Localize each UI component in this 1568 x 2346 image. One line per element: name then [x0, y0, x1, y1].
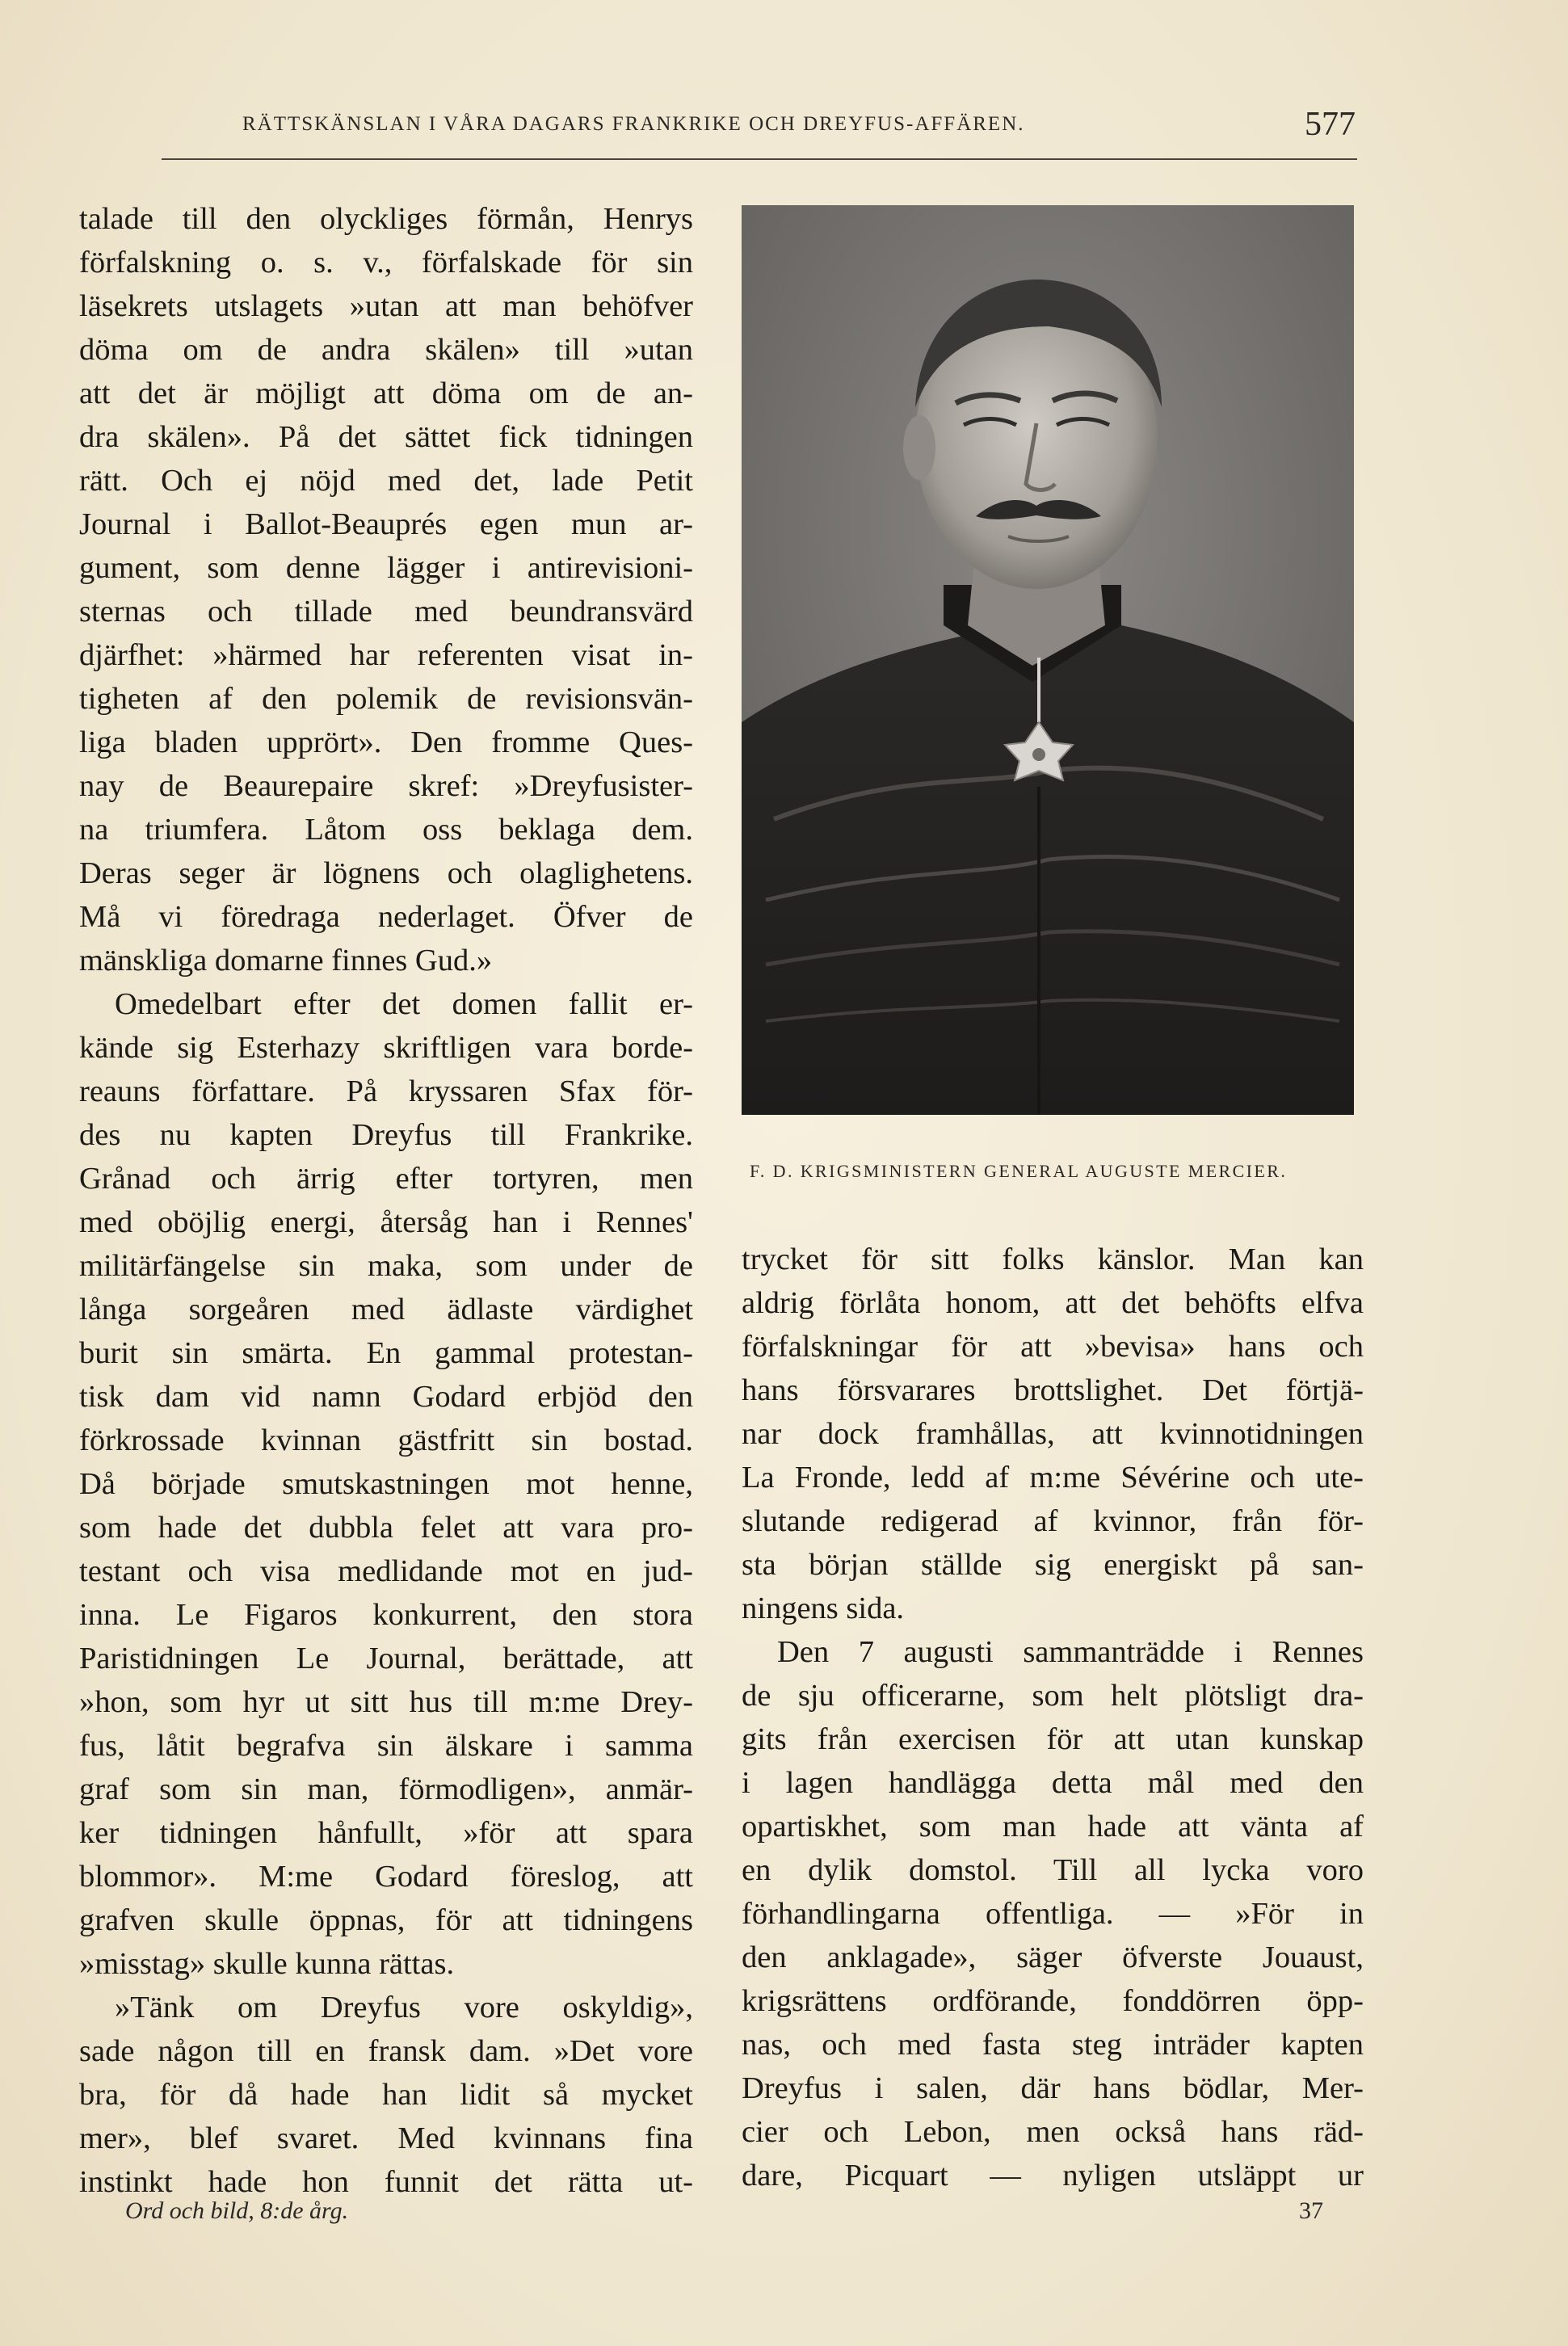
text-line: förfalskningar för att »bevisa» hans och [742, 1330, 1364, 1364]
text-line: att det är möjligt att döma om de an- [79, 376, 693, 410]
text-line: tigheten af den polemik de revisionsvän- [79, 682, 693, 716]
text-line: den anklagade», säger öfverste Jouaust, [742, 1940, 1364, 1974]
text-line: Då började smutskastningen mot henne, [79, 1467, 693, 1501]
text-line: dra skälen». På det sättet fick tidningen [79, 420, 693, 454]
text-line: med oböjlig energi, återsåg han i Rennes' [79, 1205, 693, 1239]
text-line: »misstag» skulle kunna rättas. [79, 1947, 455, 1981]
text-line: grafven skulle öppnas, för att tidningens [79, 1903, 693, 1937]
text-line: döma om de andra skälen» till »utan [79, 333, 693, 367]
photo-caption: F. D. KRIGSMINISTERN GENERAL AUGUSTE MERCIER. [750, 1161, 1288, 1181]
text-line: förkrossade kvinnan gästfritt sin bostad. [79, 1423, 693, 1457]
text-line: graf som sin man, förmodligen», anmär- [79, 1772, 693, 1806]
text-line: bra, för då hade han lidit så mycket [79, 2078, 693, 2112]
text-line: Dreyfus i salen, där hans bödlar, Mer- [742, 2071, 1364, 2105]
text-line: Paristidningen Le Journal, berättade, att [79, 1642, 693, 1675]
text-line: trycket för sitt folks känslor. Man kan [742, 1242, 1364, 1276]
right-column [742, 1238, 1364, 2197]
text-line: ningens sida. [742, 1591, 905, 1625]
signature-mark: 37 [1299, 2197, 1323, 2224]
text-line: gits från exercisen för att utan kunskap [742, 1722, 1364, 1756]
text-line: nar dock framhållas, att kvinnotidningen [742, 1417, 1364, 1451]
text-line: sta början ställde sig energiskt på san- [742, 1548, 1364, 1582]
text-line: des nu kapten Dreyfus till Frankrike. [79, 1118, 693, 1152]
text-line: djärfhet: »härmed har referenten visat in- [79, 638, 693, 672]
text-line: sternas och tillade med beundransvärd [79, 595, 693, 629]
header-rule [162, 158, 1357, 160]
text-line: långa sorgeåren med ädlaste värdighet [79, 1293, 693, 1326]
text-line: förfalskning o. s. v., förfalskade för sin [79, 246, 693, 280]
portrait-illustration [742, 205, 1354, 1115]
text-line: Journal i Ballot-Beauprés egen mun ar- [79, 507, 693, 541]
running-title: RÄTTSKÄNSLAN I VÅRA DAGARS FRANKRIKE OCH DREYFUS-AFFÄREN. [242, 113, 1025, 135]
text-line: Må vi föredraga nederlaget. Öfver de [79, 900, 693, 934]
text-line: sade någon till en fransk dam. »Det vore [79, 2034, 693, 2068]
portrait-photo [742, 205, 1354, 1115]
text-line: förhandlingarna offentliga. — »För in [742, 1897, 1364, 1931]
text-line: krigsrättens ordförande, fonddörren öpp- [742, 1984, 1364, 2018]
text-line: blommor». M:me Godard föreslog, att [79, 1860, 693, 1894]
text-line: militärfängelse sin maka, som under de [79, 1249, 693, 1283]
paragraph-start-line: Omedelbart efter det domen fallit er- [115, 987, 693, 1021]
left-column [79, 197, 693, 2204]
text-line: som hade det dubbla felet att vara pro- [79, 1511, 693, 1545]
text-line: Deras seger är lögnens och olaglighetens. [79, 856, 693, 890]
text-line: dare, Picquart — nyligen utsläppt ur [742, 2159, 1364, 2193]
text-line: nas, och med fasta steg inträder kapten [742, 2028, 1364, 2062]
text-line: rätt. Och ej nöjd med det, lade Petit [79, 464, 693, 498]
text-line: kände sig Esterhazy skriftligen vara borde- [79, 1031, 693, 1065]
text-line: talade till den olyckliges förmån, Henrys [79, 202, 693, 236]
text-line: Grånad och ärrig efter tortyren, men [79, 1162, 693, 1196]
text-line: testant och visa medlidande mot en jud- [79, 1554, 693, 1588]
text-line: de sju officerarne, som helt plötsligt dra- [742, 1679, 1364, 1713]
page-number: 577 [1305, 106, 1356, 143]
paragraph-start-line: Den 7 augusti sammanträdde i Rennes [777, 1635, 1364, 1669]
text-line: reauns författare. På kryssaren Sfax för- [79, 1074, 693, 1108]
text-line: aldrig förlåta honom, att det behöfts elfva [742, 1286, 1364, 1320]
text-line: ker tidningen hånfullt, »för att spara [79, 1816, 693, 1850]
text-line: instinkt hade hon funnit det rätta ut- [79, 2165, 693, 2199]
text-line: en dylik domstol. Till all lycka voro [742, 1853, 1364, 1887]
text-line: burit sin smärta. En gammal protestan- [79, 1336, 693, 1370]
text-line: mer», blef svaret. Med kvinnans fina [79, 2121, 693, 2155]
text-line: nay de Beaurepaire skref: »Dreyfusister- [79, 769, 693, 803]
journal-footer: Ord och bild, 8:de årg. [125, 2197, 349, 2224]
text-line: cier och Lebon, men också hans räd- [742, 2115, 1364, 2149]
text-line: gument, som denne lägger i antirevisioni- [79, 551, 693, 585]
paragraph-start-line: »Tänk om Dreyfus vore oskyldig», [115, 1991, 693, 2024]
text-line: tisk dam vid namn Godard erbjöd den [79, 1380, 693, 1414]
text-line: La Fronde, ledd af m:me Sévérine och ute- [742, 1461, 1364, 1495]
text-line: i lagen handlägga detta mål med den [742, 1766, 1364, 1800]
text-line: opartiskhet, som man hade att vänta af [742, 1810, 1364, 1844]
text-line: fus, låtit begrafva sin älskare i samma [79, 1729, 693, 1763]
text-line: slutande redigerad af kvinnor, från för- [742, 1504, 1364, 1538]
text-line: na triumfera. Låtom oss beklaga dem. [79, 813, 693, 847]
text-line: inna. Le Figaros konkurrent, den stora [79, 1598, 693, 1632]
text-line: liga bladen upprört». Den fromme Ques- [79, 725, 693, 759]
text-line: hans försvarares brottslighet. Det förtjä- [742, 1373, 1364, 1407]
text-line: »hon, som hyr ut sitt hus till m:me Drey- [79, 1685, 693, 1719]
text-line: läsekrets utslagets »utan att man behöfver [79, 289, 693, 323]
text-line: mänskliga domarne finnes Gud.» [79, 944, 493, 978]
